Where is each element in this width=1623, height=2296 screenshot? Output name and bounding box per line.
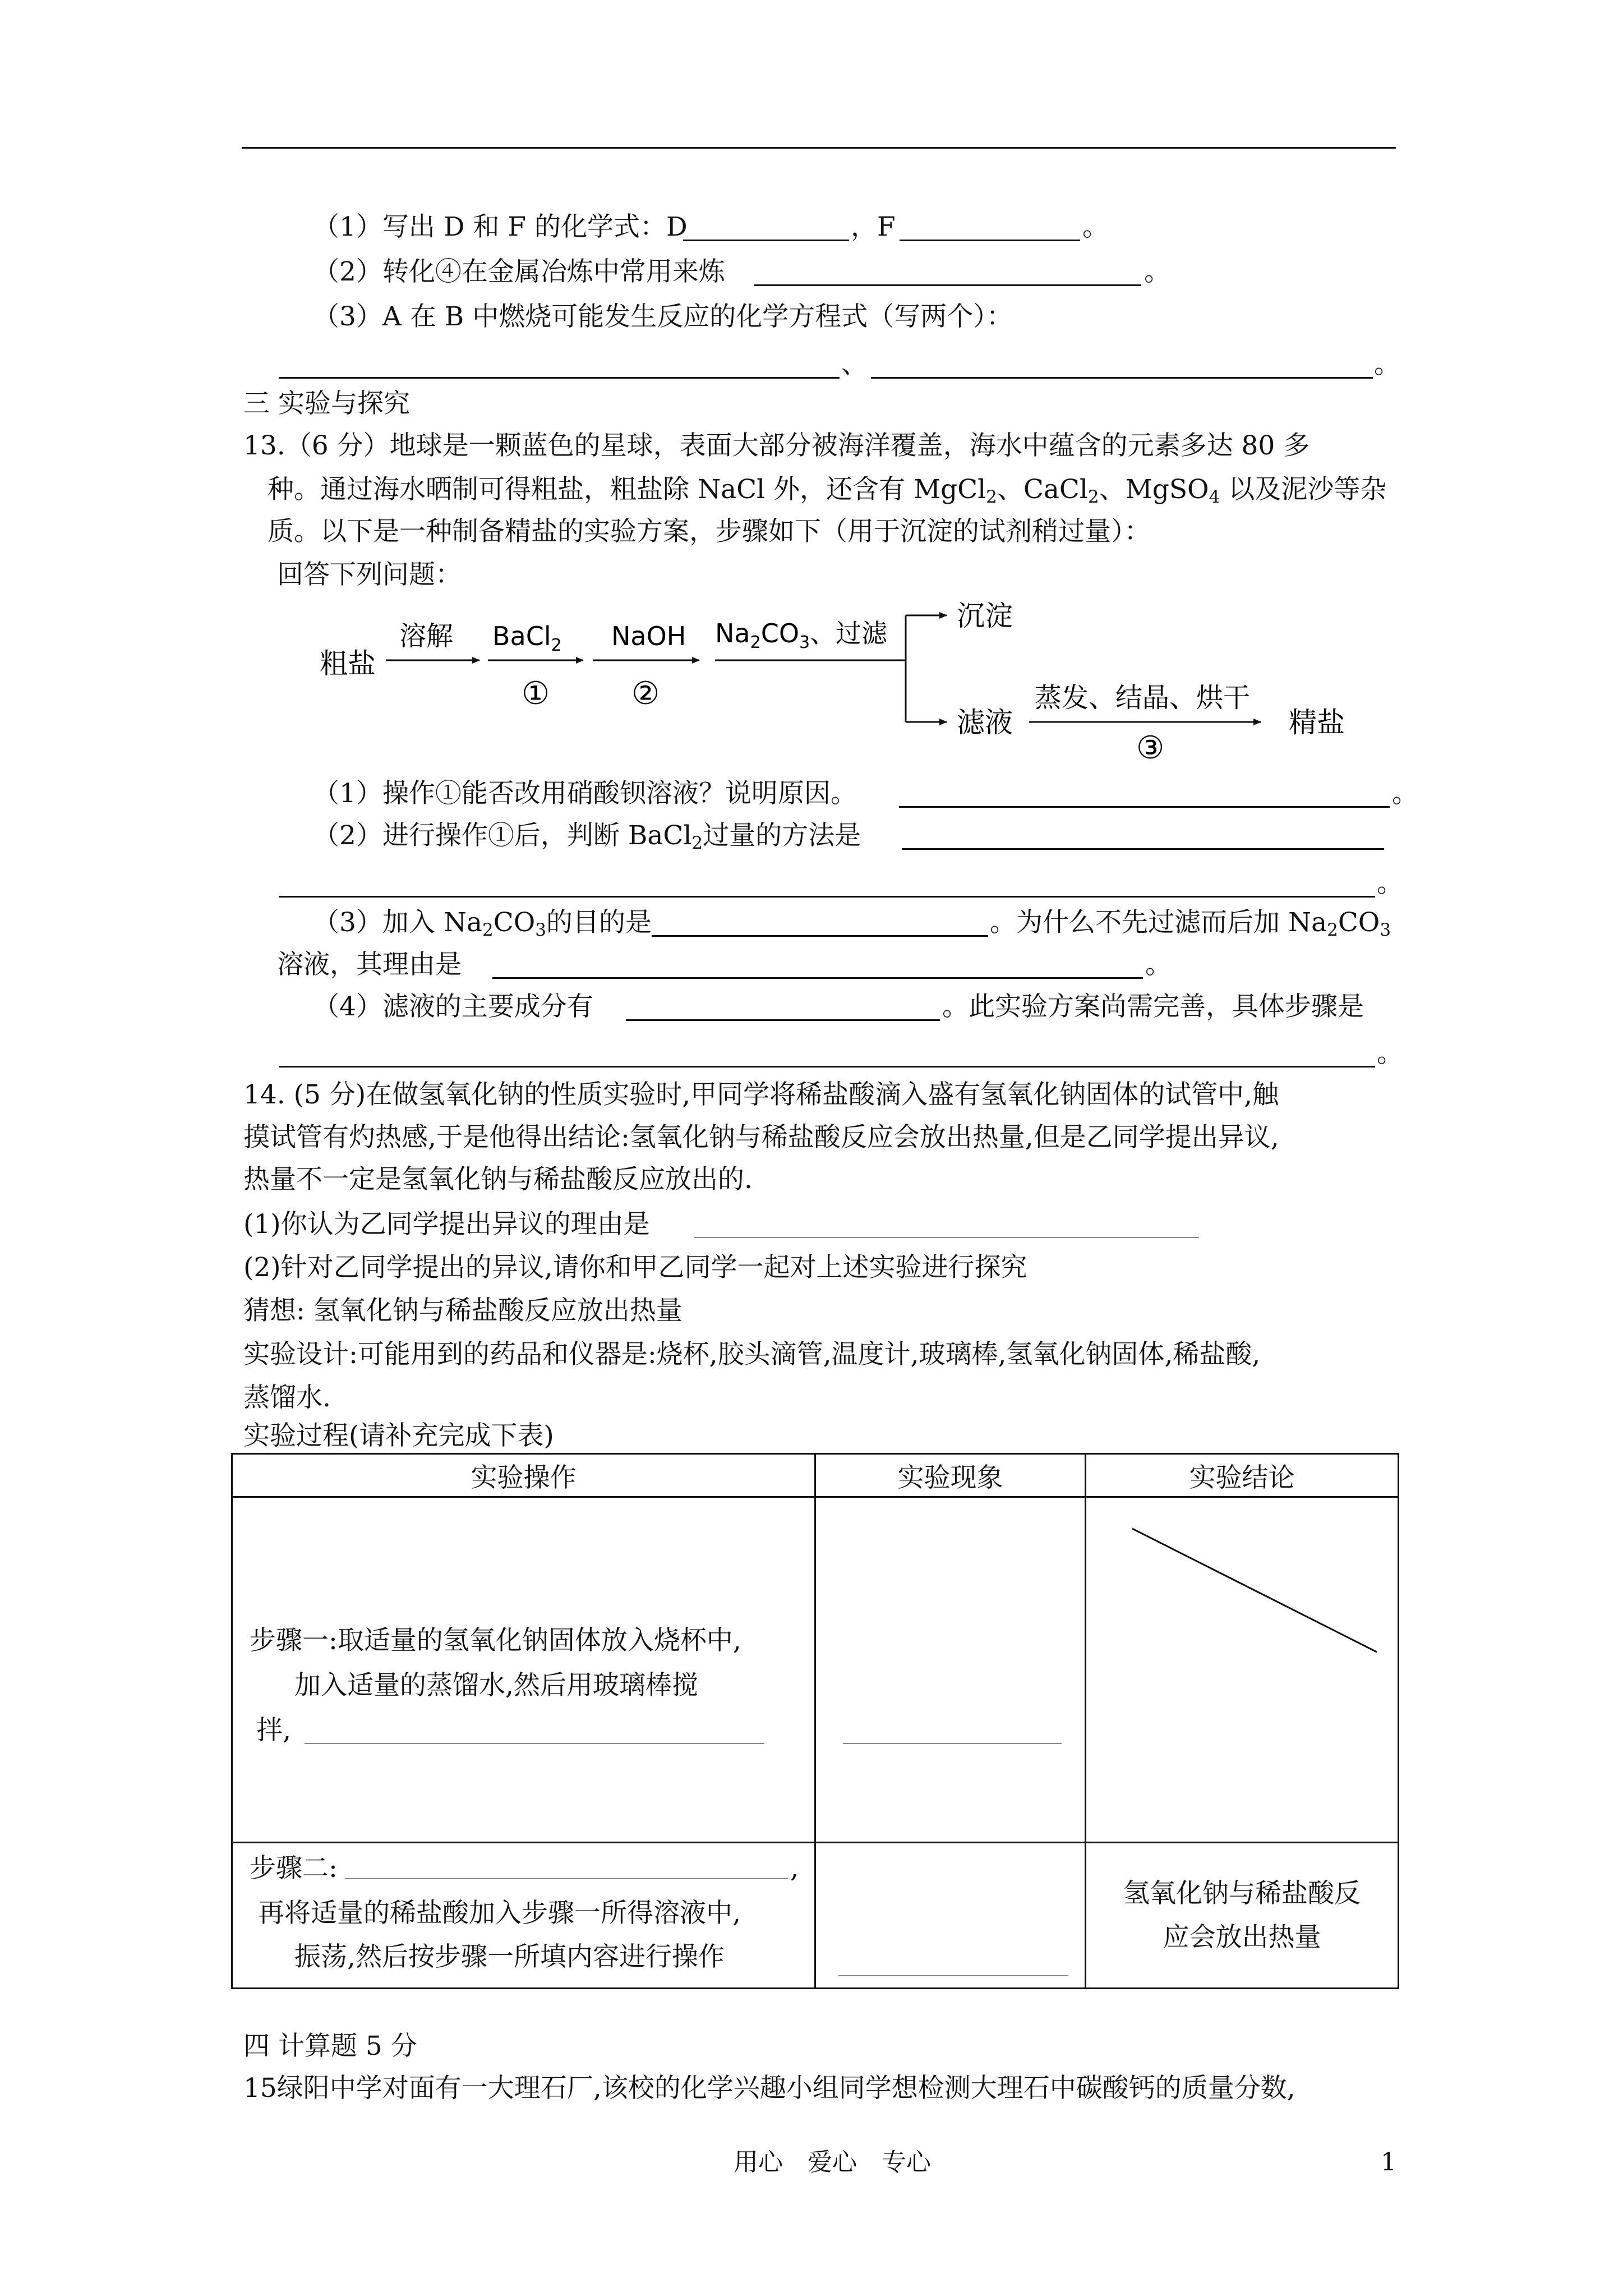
header-phenomenon: 实验现象 bbox=[815, 1454, 1086, 1497]
answer-blank-step1-operation[interactable] bbox=[305, 1743, 764, 1744]
flow-dissolve-label: 溶解 bbox=[399, 620, 454, 652]
header-conclusion: 实验结论 bbox=[1086, 1454, 1399, 1497]
row2-conclusion: 氢氧化钠与稀盐酸反 应会放出热量 bbox=[1086, 1843, 1399, 1989]
answer-blank-13-3a[interactable] bbox=[652, 935, 988, 937]
answer-blank-13-4b[interactable] bbox=[279, 1066, 1375, 1068]
q15-line1: 15绿阳中学对面有一大理石厂,该校的化学兴趣小组同学想检测大理石中碳酸钙的质量分数, bbox=[243, 2073, 1295, 2104]
q12-part1: （1）写出 D 和 F 的化学式：D ，F 。 bbox=[0, 205, 1623, 250]
answer-blank-13-1[interactable] bbox=[899, 806, 1390, 808]
q12-part1-text: （1）写出 D 和 F 的化学式：D bbox=[313, 211, 688, 242]
q13-sub1: （1）操作①能否改用硝酸钡溶液？说明原因。 。 bbox=[313, 778, 1418, 809]
row1-conclusion bbox=[1086, 1497, 1399, 1843]
flow-precipitate: 沉淀 bbox=[957, 600, 1013, 632]
table-header-row bbox=[232, 1454, 1399, 1497]
q14-design-line1: 实验设计:可能用到的药品和仪器是:烧杯,胶头滴管,温度计,玻璃棒,氢氧化钠固体,稀盐酸, bbox=[243, 1339, 1261, 1370]
diagonal-strike bbox=[1086, 1498, 1399, 1842]
q13-sub3: （3）加入 $Na_2CO_3$的目的是 。为什么不先过滤而后加 $Na_2CO_3$ bbox=[313, 907, 1391, 940]
header-operation: 实验操作 bbox=[232, 1454, 815, 1497]
q13-line1: 13.（6 分）地球是一颗蓝色的星球，表面大部分被海洋覆盖，海水中蕴含的元素多达 80 多 bbox=[243, 430, 1310, 461]
svg-text:BaCl2: BaCl$_2$ bbox=[492, 621, 562, 655]
q13-line3: 质。以下是一种制备精盐的实验方案，步骤如下（用于沉淀的试剂稍过量）： bbox=[268, 516, 1151, 547]
q13-sub4: （4）滤液的主要成分有 。此实验方案尚需完善，具体步骤是 bbox=[313, 991, 1364, 1022]
step-2-label: ② bbox=[631, 675, 660, 712]
page-number: 1 bbox=[1381, 2148, 1396, 2177]
q14-process: 实验过程(请补充完成下表) bbox=[243, 1420, 554, 1451]
q14-part2: (2)针对乙同学提出的异议,请你和甲乙同学一起对上述实验进行探究 bbox=[243, 1252, 1027, 1283]
q12-part3: （3）A 在 B 中燃烧可能发生反应的化学方程式（写两个）： bbox=[313, 301, 1013, 332]
experiment-table bbox=[231, 1453, 1399, 1989]
q13-sub4-cont: 。 bbox=[0, 1031, 1623, 1076]
step-1-label: ① bbox=[522, 675, 550, 712]
svg-text:Na2CO3、过滤: $Na_2CO_3$、过滤 bbox=[715, 618, 888, 652]
q14-part1: (1)你认为乙同学提出异议的理由是 bbox=[0, 1202, 1623, 1247]
table-row bbox=[232, 1497, 1399, 1843]
q14-line2: 摸试管有灼热感,于是他得出结论:氢氧化钠与稀盐酸反应会放出热量,但是乙同学提出异议, bbox=[243, 1122, 1279, 1153]
answer-blank-13-2a[interactable] bbox=[902, 848, 1384, 850]
answer-blank-step1-phenomenon[interactable] bbox=[843, 1743, 1062, 1744]
answer-blank-13-3b[interactable] bbox=[492, 977, 1143, 979]
q13-sub2: （2）进行操作①后，判断 BaCl$_2$过量的方法是 bbox=[0, 813, 1623, 858]
row2-operation: 步骤二: , 再将适量的稀盐酸加入步骤一所得溶液中, 振荡,然后按步骤一所填内容进行操作 bbox=[232, 1843, 815, 1989]
section3-title: 三 实验与探究 bbox=[243, 388, 410, 419]
answer-blank-13-2b[interactable] bbox=[279, 896, 1375, 898]
flow-filtrate: 滤液 bbox=[957, 706, 1013, 739]
q13-line4: 回答下列问题： bbox=[277, 559, 462, 590]
flow-evaporate-label: 蒸发、结晶、烘干 bbox=[1035, 682, 1251, 714]
answer-blank-13-4a[interactable] bbox=[626, 1019, 940, 1021]
q13-sub2-cont: 。 bbox=[0, 861, 1623, 906]
q12-part2: （2）转化④在金属冶炼中常用来炼 。 bbox=[313, 256, 1170, 287]
answer-blank-step2-phenomenon[interactable] bbox=[838, 1975, 1068, 1976]
step-3-label: ③ bbox=[1136, 730, 1165, 766]
row1-phenomenon bbox=[815, 1497, 1086, 1843]
q14-guess: 猜想: 氢氧化钠与稀盐酸反应放出热量 bbox=[243, 1295, 683, 1326]
section4-title: 四 计算题 5 分 bbox=[243, 2031, 417, 2062]
row2-phenomenon bbox=[815, 1843, 1086, 1989]
row1-operation: 步骤一:取适量的氢氧化钠固体放入烧杯中, 加入适量的蒸馏水,然后用玻璃棒搅 拌, bbox=[232, 1497, 815, 1843]
flow-naoh-label: NaOH bbox=[611, 621, 686, 651]
q14-line1: 14. (5 分)在做氢氧化钠的性质实验时,甲同学将稀盐酸滴入盛有氢氧化钠固体的试管中,触 bbox=[243, 1079, 1279, 1110]
q12-part3-blanks: 、 。 bbox=[0, 342, 1623, 387]
flow-end-refined-salt: 精盐 bbox=[1289, 706, 1345, 739]
q13-sub3-cont: 溶液，其理由是 。 bbox=[277, 949, 1172, 980]
answer-blank-step2-operation[interactable] bbox=[345, 1878, 788, 1879]
salt-purification-flow bbox=[0, 0, 1623, 785]
page-footer-motto: 用心 爱心 专心 bbox=[734, 2148, 931, 2177]
q13-line2: 种。通过海水晒制可得粗盐，粗盐除 NaCl 外，还含有 MgCl$_2$、CaCl$_2$、MgSO$_4$ 以及泥沙等杂 bbox=[268, 474, 1387, 507]
q14-design-line2: 蒸馏水. bbox=[243, 1382, 331, 1413]
table-row bbox=[232, 1843, 1399, 1989]
flow-start-crude-salt: 粗盐 bbox=[320, 647, 376, 680]
q14-line3: 热量不一定是氢氧化钠与稀盐酸反应放出的. bbox=[243, 1164, 753, 1195]
answer-blank-14-1[interactable] bbox=[694, 1237, 1199, 1238]
